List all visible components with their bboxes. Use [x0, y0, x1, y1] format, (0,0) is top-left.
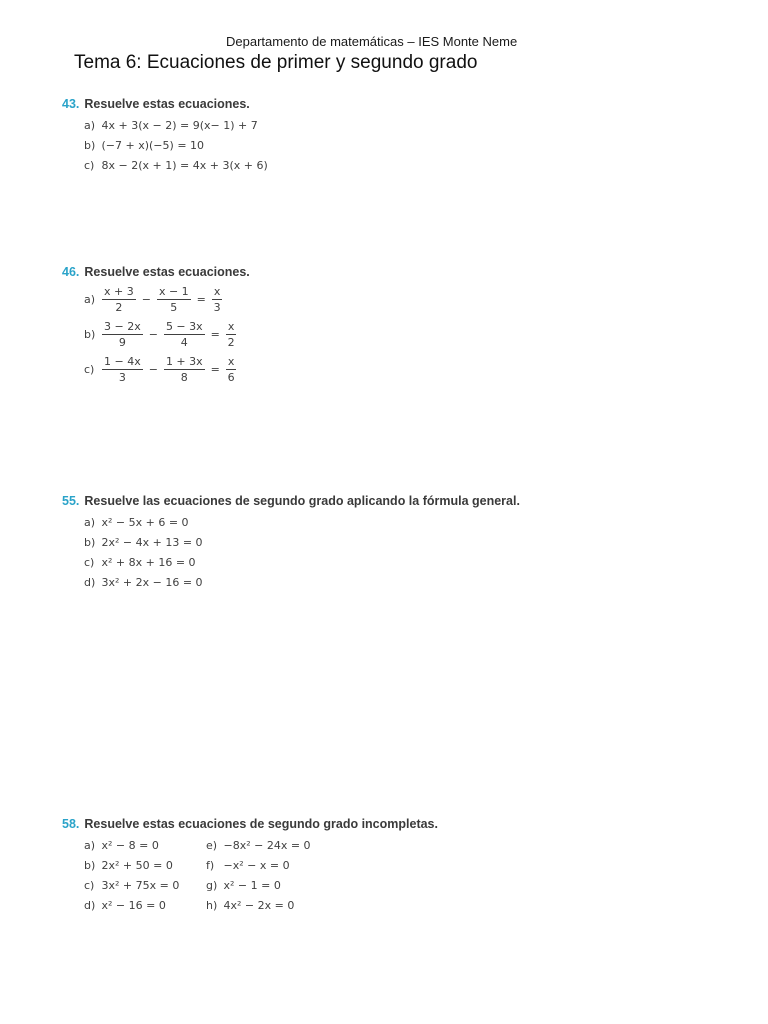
- equation-text: 3x² + 2x − 16 = 0: [101, 576, 203, 589]
- fraction: $\frac{5 - 3x}{4}$: [165, 320, 203, 349]
- equation-text: −x² − x = 0: [223, 859, 290, 872]
- exercise-number: 55.: [62, 494, 80, 508]
- equation-item: [84, 136, 268, 156]
- equation-column-right: [206, 836, 328, 916]
- equation-item: b) $\frac{3 - 2x}{9}$ − $\frac{5 - 3x}{4}$ = $\frac{x}{2}$: [84, 320, 235, 349]
- equation-text: x² − 8 = 0: [101, 839, 159, 852]
- equation-item: [84, 513, 520, 533]
- equation-item: [84, 156, 268, 176]
- item-label: a): [84, 293, 96, 306]
- exercise-55: [62, 494, 520, 593]
- exercise-number: 58.: [62, 817, 80, 831]
- exercise-46: [62, 265, 250, 387]
- equation-item: [84, 856, 206, 876]
- item-label: c): [84, 556, 95, 569]
- equation-item: [84, 573, 520, 593]
- exercise-heading: [62, 97, 268, 111]
- exercise-title: Resuelve estas ecuaciones.: [84, 265, 250, 279]
- equation-list: [84, 282, 250, 387]
- exercise-heading: [62, 817, 438, 831]
- equation-text: 4x² − 2x = 0: [223, 899, 295, 912]
- item-label: c): [84, 879, 95, 892]
- equation-text: 2x² + 50 = 0: [101, 859, 173, 872]
- equation-text: x² − 16 = 0: [101, 899, 166, 912]
- equation-item: [84, 116, 268, 136]
- item-label: h): [206, 899, 218, 912]
- item-label: f): [206, 859, 215, 872]
- equation-item: a) $\frac{x + 3}{2}$ − $\frac{x - 1}{5}$ = $\frac{x}{3}$: [84, 285, 221, 314]
- item-label: d): [84, 576, 96, 589]
- equation-list: [84, 513, 520, 593]
- equation-list: [84, 836, 438, 916]
- exercise-number: 46.: [62, 265, 80, 279]
- equation-column-left: [84, 836, 206, 916]
- equation-item: [84, 836, 206, 856]
- equation-item: [206, 896, 328, 916]
- fraction: $\frac{3 - 2x}{9}$: [104, 320, 141, 349]
- equation-item: [206, 876, 328, 896]
- item-label: g): [206, 879, 218, 892]
- equation-text: 4x + 3(x − 2) = 9(x− 1) + 7: [101, 119, 258, 132]
- equation-item: [206, 836, 328, 856]
- fraction: $\frac{x + 3}{2}$: [104, 285, 134, 314]
- equation-text: 2x² − 4x + 13 = 0: [101, 536, 203, 549]
- exercise-43: [62, 97, 268, 176]
- item-label: a): [84, 839, 96, 852]
- item-label: e): [206, 839, 218, 852]
- fraction: $\frac{x - 1}{5}$: [158, 285, 189, 314]
- exercise-58: [62, 817, 438, 916]
- fraction: $\frac{x}{2}$: [227, 320, 235, 349]
- equation-item: [84, 876, 206, 896]
- exercise-title: Resuelve estas ecuaciones de segundo grado incompletas.: [84, 817, 438, 831]
- equation-text: x² + 8x + 16 = 0: [101, 556, 196, 569]
- equation-text: 3x² + 75x = 0: [101, 879, 180, 892]
- equation-text: (−7 + x)(−5) = 10: [101, 139, 205, 152]
- item-label: c): [84, 363, 95, 376]
- equation-item: c) $\frac{1 - 4x}{3}$ − $\frac{1 + 3x}{8}$ = $\frac{x}{6}$: [84, 355, 235, 384]
- item-label: b): [84, 859, 96, 872]
- page-title: Tema 6: Ecuaciones de primer y segundo grado: [74, 52, 478, 73]
- item-label: b): [84, 139, 96, 152]
- fraction: $\frac{x}{3}$: [213, 285, 221, 314]
- equation-text: x² − 1 = 0: [223, 879, 281, 892]
- department-header: Departamento de matemáticas – IES Monte Neme: [226, 34, 518, 49]
- item-label: b): [84, 328, 96, 341]
- item-label: a): [84, 119, 96, 132]
- exercise-number: 43.: [62, 97, 80, 111]
- exercise-title: Resuelve las ecuaciones de segundo grado aplicando la fórmula general.: [84, 494, 520, 508]
- equation-list: [84, 116, 268, 176]
- equation-item: [84, 533, 520, 553]
- item-label: c): [84, 159, 95, 172]
- item-label: d): [84, 899, 96, 912]
- equation-text: −8x² − 24x = 0: [223, 839, 311, 852]
- fraction: $\frac{1 - 4x}{3}$: [104, 355, 141, 384]
- fraction: $\frac{x}{6}$: [227, 355, 235, 384]
- equation-item: [84, 896, 206, 916]
- exercise-heading: [62, 265, 250, 279]
- item-label: a): [84, 516, 96, 529]
- item-label: b): [84, 536, 96, 549]
- exercise-title: Resuelve estas ecuaciones.: [84, 97, 250, 111]
- equation-text: 8x − 2(x + 1) = 4x + 3(x + 6): [101, 159, 268, 172]
- equation-text: x² − 5x + 6 = 0: [101, 516, 189, 529]
- equation-item: [84, 553, 520, 573]
- exercise-heading: [62, 494, 520, 508]
- fraction: $\frac{1 + 3x}{8}$: [165, 355, 203, 384]
- equation-item: [206, 856, 328, 876]
